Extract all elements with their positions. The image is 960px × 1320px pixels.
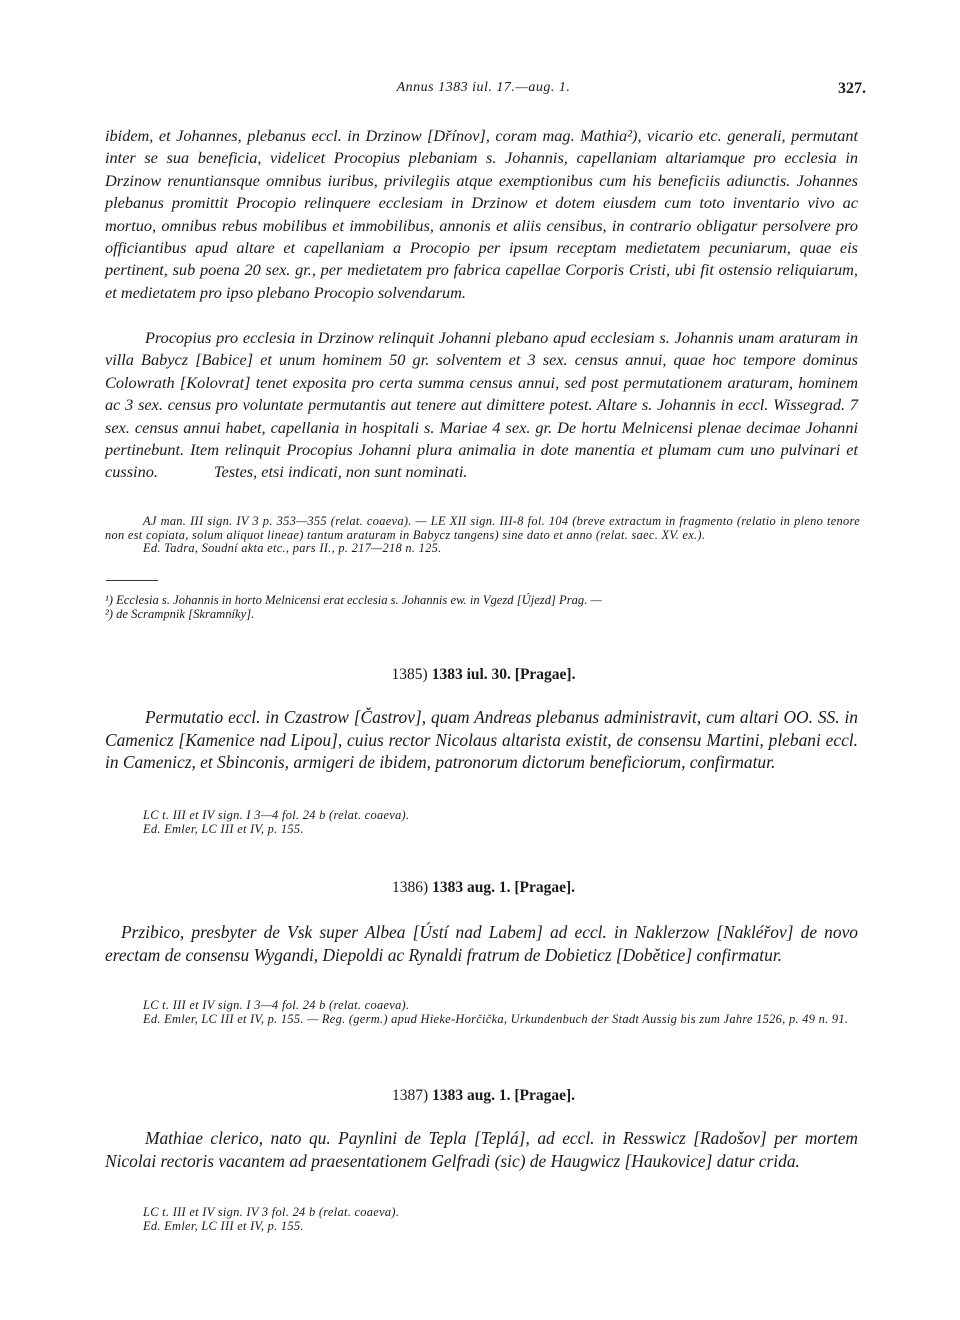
source-line: Ed. Emler, LC III et IV, p. 155. — Reg. (germ.) apud Hieke-Horčička, Urkundenbuch der Stadt Aussig bis zum Jahre 1526, p. 49 n. 91. <box>143 1011 849 1026</box>
entry-number: 1387) <box>391 1087 429 1104</box>
footnote-1: ¹) Ecclesia s. Johannis in horto Melnicensi erat ecclesia s. Johannis ew. in Vgezd [Újezd] Prag. — <box>105 593 602 607</box>
source-line: LC t. III et IV sign. I 3—4 fol. 24 b (relat. coaeva). <box>143 998 410 1012</box>
entry-date: 1383 aug. 1. [Pragae]. <box>432 1087 576 1104</box>
source-line: AJ man. III sign. IV 3 p. 353—355 (relat. coaeva). — LE XII sign. III-8 fol. 104 (breve extractum in fragmento (relatio in pleno tenore non est copiata, solum aliquot lineae) tantum araturam in Babycz tangens) sine dato et anno (relat. saec. XV. ex.). <box>105 514 860 542</box>
source-line: Ed. Emler, LC III et IV, p. 155. <box>143 821 304 836</box>
witnesses-note: Testes, etsi indicati, non sunt nominati. <box>213 462 468 482</box>
entry-number: 1386) <box>391 879 429 896</box>
entry-1386-heading <box>105 879 862 897</box>
entry-1384-sources <box>105 515 860 556</box>
running-header <box>105 80 866 102</box>
source-line: Ed. Tadra, Soudní akta etc., pars II., p. 217—218 n. 125. <box>143 541 442 556</box>
entry-1387-sources <box>105 1206 860 1233</box>
entry-1384-paragraph-2-text: Procopius pro ecclesia in Drzinow relinquit Johanni plebano apud ecclesiam s. Johannis unam araturam in villa Babycz [Babice] et unum hominem 50 gr. solventem et 3 sex. census annui, quae hoc tempore dominus Colowrath [Kolovrat] tenet exposita pro certa summa census annui, sed post permutationem araturam, hominem ac 3 sex. census pro voluntate permutantis aut tenere aut dimittere potest. Altare s. Johannis in eccl. Wissegrad. 7 sex. census annui habet, capellania in hospitali s. Mariae 4 sex. gr. De hortu Melnicensi plenae decimae Johanni pertinebunt. Item relinquit Procopius Johanni plura animalia in dote manentia et plumam cum uno pulvinari et cussino. <box>105 328 858 482</box>
entry-1385-sources <box>105 809 860 836</box>
footnote-2: ²) de Scrampnik [Skramníky]. <box>105 607 255 621</box>
entry-date: 1383 aug. 1. [Pragae]. <box>432 879 576 896</box>
entry-1386-sources <box>105 999 860 1026</box>
entry-1387-heading <box>105 1087 862 1105</box>
footnote-divider <box>106 580 158 581</box>
entry-1384-paragraph-1: ibidem, et Johannes, plebanus eccl. in Drzinow [Dřínov], coram mag. Mathia²), vicario etc. generali, permutant inter se sua beneficia, videlicet Procopius plebaniam s. Johannis, capellaniam altariamque pro ecclesia in Drzinow renuntiansque omnibus iuribus, privilegiis atque exemptionibus cum his beneficiis adiunctis. Johannes plebanus promittit Procopio relinquere ecclesiam in Drzinow et dotem eiusdem cum toto inventario vivo ac mortuo, omnibus rebus mobilibus et immobilibus, annonis et aliis censibus, in contrario obligatur persolvere pro officiantibus apud altare et capellaniam a Procopio per ipsum receptam medietatem pecuniarum, quae eis pertinent, sub poena 20 sex. gr., per medietatem pro fabrica capellae Corporis Cristi, ubi fit ostensio reliquiarum, et medietatem pro ipso plebano Procopio solvendarum. <box>105 126 858 302</box>
source-line: LC t. III et IV sign. I 3—4 fol. 24 b (relat. coaeva). <box>143 808 410 822</box>
running-title: Annus 1383 iul. 17.—aug. 1. <box>396 80 571 95</box>
entry-1385-heading <box>105 666 862 684</box>
entry-1387-text: Mathiae clerico, nato qu. Paynlini de Tepla [Teplá], ad eccl. in Resswicz [Radošov] per mortem Nicolai rectoris vacantem ad praesentationem Gelfradi (sic) de Haugwicz [Haukovice] datur crida. <box>105 1128 858 1171</box>
page-number: 327. <box>838 80 866 97</box>
entry-1385-text: Permutatio eccl. in Czastrow [Častrov], quam Andreas plebanus administravit, cum altari OO. SS. in Camenicz [Kamenice nad Lipou], cuius rector Nicolaus altarista existit, de consensu Martini, plebani eccl. in Camenicz, et Sbinconis, armigeri de ibidem, patronorum dictorum beneficiorum, confirmatur. <box>105 707 858 773</box>
entry-date: 1383 iul. 30. [Pragae]. <box>431 666 576 683</box>
source-line: LC t. III et IV sign. IV 3 fol. 24 b (relat. coaeva). <box>143 1205 400 1219</box>
entry-1386-text: Przibico, presbyter de Vsk super Albea [Ústí nad Labem] ad eccl. in Naklerzow [Nakléřov] de novo erectam de consensu Wygandi, Diepoldi ac Rynaldi fratrum de Dobieticz [Dobětice] confirmatur. <box>105 922 858 965</box>
entry-1384-paragraph-2 <box>105 327 858 484</box>
entry-number: 1385) <box>391 666 428 683</box>
footnotes <box>105 593 860 621</box>
source-line: Ed. Emler, LC III et IV, p. 155. <box>143 1218 304 1233</box>
